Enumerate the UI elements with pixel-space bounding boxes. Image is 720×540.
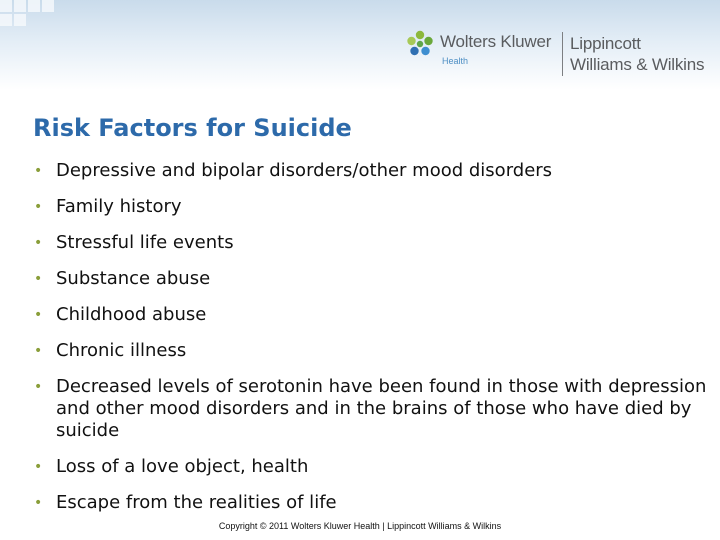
brand-health: Health [442,56,469,66]
brand-lww-line1: Lippincott [570,34,641,53]
bullet-item [32,340,712,362]
corner-decoration [0,0,60,30]
brand-wolters-kluwer: Wolters Kluwer [440,32,552,51]
bullet-text: Substance abuse [56,268,211,289]
decor-square [14,0,26,12]
bullet-item [32,492,712,514]
decor-square [14,14,26,26]
bullet-dot-icon: • [34,343,43,359]
bullet-text: Depressive and bipolar disorders/other mood disorders [56,160,553,181]
bullet-dot-icon: • [34,307,43,323]
bullet-text: Chronic illness [56,340,187,361]
bullet-item [32,232,712,254]
brand-lww-line2: Williams & Wilkins [570,55,705,74]
decor-square [0,0,12,12]
bullet-dot-icon: • [34,235,43,251]
brand-lww [570,33,704,75]
bullet-dot-icon: • [34,199,43,215]
bullet-text: Childhood abuse [56,304,207,325]
bullet-item [32,376,712,442]
bullet-text: Family history [56,196,182,217]
decor-square [42,0,54,12]
decor-square [0,14,12,26]
bullet-item [32,268,712,290]
bullet-item [32,304,712,326]
publisher-logo [406,28,716,80]
bullet-text: Stressful life events [56,232,234,253]
bullet-item [32,160,712,182]
slide-title: Risk Factors for Suicide [33,114,352,142]
bullet-dot-icon: • [34,271,43,287]
bullet-item [32,456,712,478]
bullet-text: Loss of a love object, health [56,456,309,477]
wolters-kluwer-logo-icon [406,30,434,58]
decor-square [28,0,40,12]
bullet-list [32,160,712,528]
bullet-dot-icon: • [34,459,43,475]
bullet-dot-icon: • [34,379,43,395]
bullet-item [32,196,712,218]
bullet-dot-icon: • [34,495,43,511]
bullet-dot-icon: • [34,163,43,179]
brand-divider [562,32,563,76]
bullet-text: Escape from the realities of life [56,492,337,513]
copyright-footer: Copyright © 2011 Wolters Kluwer Health | Lippincott Williams & Wilkins [218,521,502,531]
bullet-text: Decreased levels of serotonin have been found in those with depression and other mood disorders and in the brains of those who have died by suicide [56,376,707,441]
